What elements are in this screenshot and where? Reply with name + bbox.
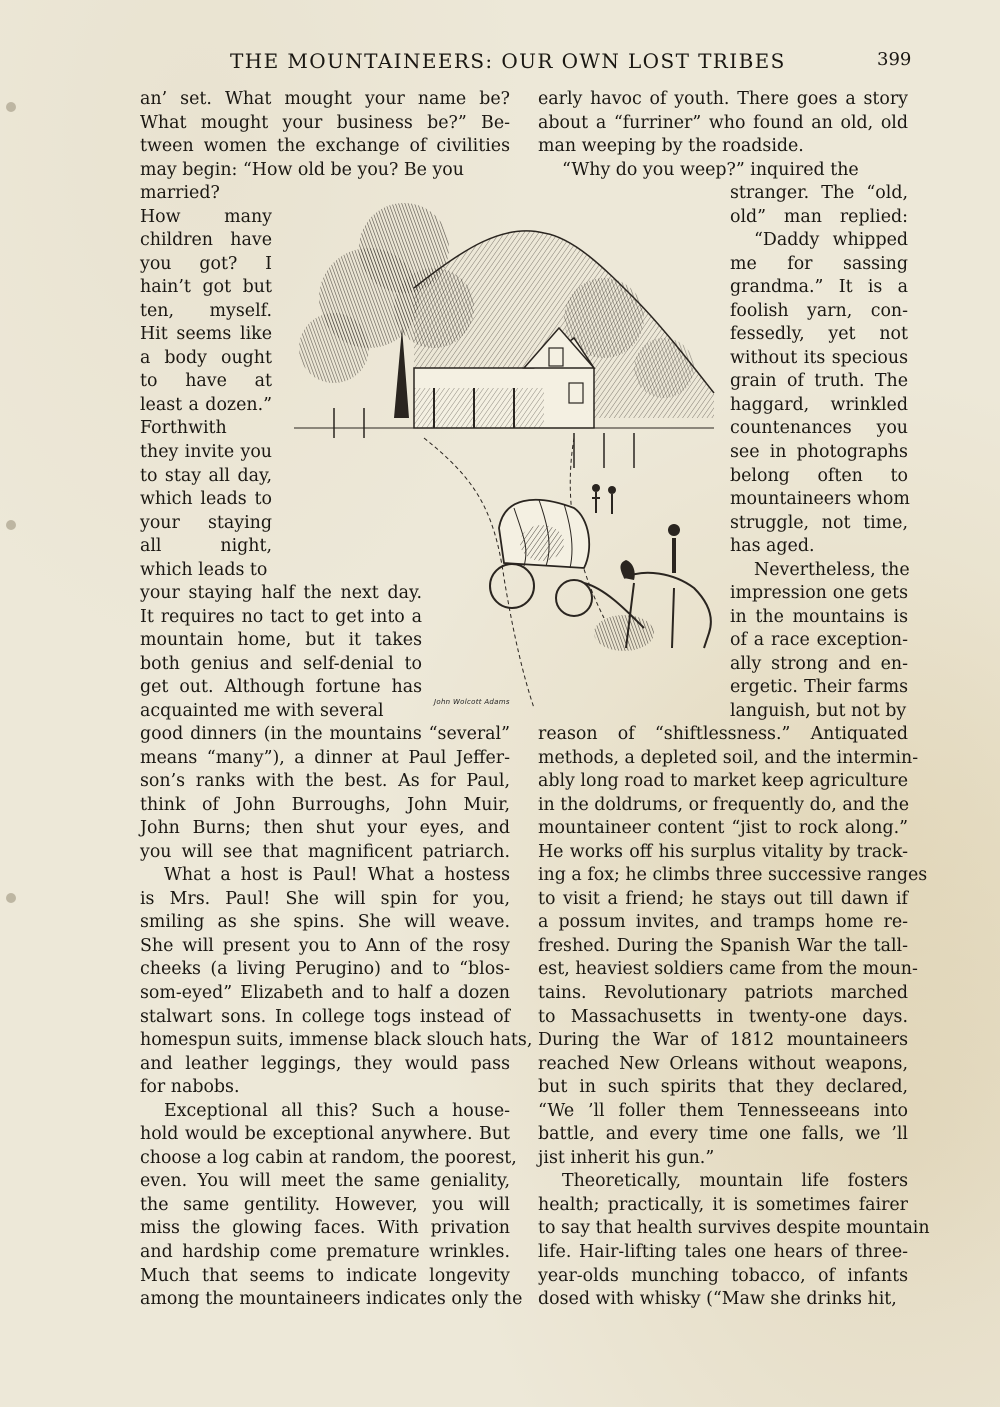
text-line: John Burns; then shut your eyes, and: [140, 818, 510, 839]
road-icon: [424, 438, 604, 708]
text-line: to Massachusetts in twenty-one days.: [538, 1006, 908, 1027]
text-line: During the War of 1812 mountaineers: [538, 1030, 908, 1051]
text-line: your staying: [140, 512, 272, 533]
left-column-wrap: [140, 182, 272, 582]
text-line: countenances you: [730, 418, 908, 439]
text-line: acquainted me with several: [140, 700, 384, 721]
text-line: She will present you to Ann of the rosy: [140, 935, 510, 956]
text-line: your staying half the next day.: [140, 583, 422, 603]
text-line: may begin: “How old be you? Be you: [140, 159, 464, 180]
text-line: but in such spirits that they declared,: [538, 1077, 908, 1098]
text-line: cheeks (a living Perugino) and to “blos-: [140, 959, 510, 980]
text-line: Hit seems like: [140, 324, 272, 345]
text-line: to have at: [140, 371, 272, 392]
text-line: and hardship come premature wrinkles.: [140, 1242, 510, 1263]
text-line: about a “furriner” who found an old, old: [538, 112, 908, 133]
text-line: struggle, not time,: [730, 512, 908, 533]
text-line: an’ set. What mought your name be?: [140, 89, 510, 109]
text-line: dosed with whisky (“Maw she drinks hit,: [538, 1289, 897, 1310]
farmhouse-illustration: [274, 178, 730, 708]
text-line: methods, a depleted soil, and the intermin-: [538, 747, 919, 768]
text-line: ergetic. Their farms: [730, 677, 908, 698]
text-line: grandma.” It is a: [730, 277, 908, 298]
text-line: least a dozen.”: [140, 394, 272, 415]
text-line: fessedly, yet not: [730, 324, 908, 345]
text-line: in the mountains is: [730, 606, 908, 627]
text-line: which leads to: [140, 489, 272, 510]
text-line: He works off his surplus vitality by track-: [538, 841, 908, 862]
text-line: Nevertheless, the: [754, 559, 910, 580]
text-line: and leather leggings, they would pass: [140, 1053, 510, 1074]
text-line: a possum invites, and tramps home re-: [538, 912, 908, 933]
text-line: year-olds munching tobacco, of infants: [538, 1265, 908, 1286]
text-line: mountaineers whom: [730, 489, 910, 510]
text-line: “We ’ll foller them Tennesseeans into: [538, 1100, 908, 1121]
text-line: man weeping by the roadside.: [538, 136, 804, 157]
figures-icon: [592, 484, 616, 514]
text-line: without its specious: [730, 347, 908, 368]
text-line: belong often to: [730, 465, 908, 486]
text-line: means “many”), a dinner at Paul Jeffer-: [140, 747, 510, 768]
text-line: has aged.: [730, 536, 815, 557]
binding-hole: [6, 893, 16, 903]
text-line: of a race exception-: [730, 630, 908, 651]
text-line: ably long road to market keep agriculture: [538, 771, 909, 792]
text-line: stranger. The “old,: [730, 183, 908, 203]
text-line: choose a log cabin at random, the poorest,: [140, 1147, 517, 1168]
text-line: ing a fox; he climbs three successive ranges: [538, 865, 928, 886]
text-line: get out. Although fortune has: [140, 677, 422, 698]
text-line: among the mountaineers indicates only the: [140, 1289, 523, 1310]
text-line: Exceptional all this? Such a house-: [164, 1100, 510, 1121]
text-line: the same gentility. However, you will: [140, 1194, 510, 1215]
text-line: est, heaviest soldiers came from the moun-: [538, 959, 918, 980]
text-line: What mought your business be?” Be-: [140, 112, 510, 133]
binding-hole: [6, 520, 16, 530]
text-line: all night,: [140, 536, 272, 557]
text-line: children have: [140, 230, 272, 251]
text-line: health; practically, it is sometimes fairer: [538, 1194, 908, 1215]
text-line: a body ought: [140, 347, 272, 368]
text-line: they invite you: [140, 442, 272, 463]
text-line: to visit a friend; he stays out till dawn if: [538, 888, 908, 909]
text-line: good dinners (in the mountains “several”: [140, 724, 510, 744]
text-line: languish, but not by: [730, 701, 907, 722]
text-line: me for sassing: [730, 253, 908, 274]
text-line: life. Hair-lifting tales one hears of three-: [538, 1242, 908, 1263]
text-line: “Why do you weep?” inquired the: [562, 159, 859, 180]
text-line: reason of “shiftlessness.” Antiquated: [538, 724, 908, 744]
page-number: 399: [877, 49, 912, 70]
text-line: which leads to: [140, 559, 268, 580]
text-line: “Daddy whipped: [754, 230, 908, 251]
text-line: even. You will meet the same geniality,: [140, 1171, 510, 1192]
binding-hole: [6, 102, 16, 112]
left-column-top: [140, 88, 510, 182]
left-column-bottom: [140, 723, 533, 1312]
text-line: ten, myself.: [140, 300, 272, 321]
text-line: you will see that magnificent patriarch.: [140, 841, 510, 862]
text-line: tween women the exchange of civilities: [140, 136, 510, 157]
text-line: both genius and self-denial to: [140, 653, 422, 674]
text-line: to stay all day,: [140, 465, 272, 486]
text-line: old” man replied:: [730, 206, 908, 227]
text-line: hold would be exceptional anywhere. But: [140, 1124, 510, 1145]
text-line: think of John Burroughs, John Muir,: [140, 794, 510, 815]
text-line: Much that seems to indicate longevity: [140, 1265, 510, 1286]
text-line: mountaineer content “jist to rock along.”: [538, 818, 908, 839]
text-line: you got? I: [140, 253, 272, 274]
text-line: Theoretically, mountain life fosters: [562, 1171, 908, 1192]
text-line: grain of truth. The: [730, 371, 908, 392]
text-line: is Mrs. Paul! She will spin for you,: [140, 888, 510, 909]
text-line: stalwart sons. In college togs instead of: [140, 1006, 510, 1027]
text-line: reached New Orleans without weapons,: [538, 1053, 908, 1074]
text-line: What a host is Paul! What a hostess: [164, 865, 510, 886]
text-line: see in photographs: [730, 442, 908, 463]
text-line: jist inherit his gun.”: [538, 1147, 715, 1168]
right-column-top: [538, 88, 908, 182]
text-line: smiling as she spins. She will weave.: [140, 912, 510, 933]
text-line: How many: [140, 206, 272, 227]
text-line: married?: [140, 183, 220, 203]
text-line: son’s ranks with the best. As for Paul,: [140, 771, 510, 792]
text-line: early havoc of youth. There goes a story: [538, 89, 908, 109]
text-line: in the doldrums, or frequently do, and the: [538, 794, 910, 815]
text-line: battle, and every time one falls, we ’ll: [538, 1124, 908, 1145]
illustrator-signature: John Wolcott Adams: [434, 698, 510, 706]
text-line: miss the glowing faces. With privation: [140, 1218, 510, 1239]
text-line: ally strong and en-: [730, 653, 908, 674]
right-column-wrap: [730, 182, 908, 724]
text-line: homespun suits, immense black slouch hats,: [140, 1030, 533, 1051]
text-line: mountain home, but it takes: [140, 630, 422, 651]
text-line: haggard, wrinkled: [730, 394, 908, 415]
text-line: for nabobs.: [140, 1077, 240, 1098]
text-line: foolish yarn, con-: [730, 300, 908, 321]
text-line: tains. Revolutionary patriots marched: [538, 983, 908, 1004]
text-line: som-eyed” Elizabeth and to half a dozen: [140, 983, 510, 1004]
text-line: It requires no tact to get into a: [140, 606, 422, 627]
text-line: Forthwith: [140, 418, 227, 439]
text-line: to say that health survives despite mountain: [538, 1218, 930, 1239]
text-line: impression one gets: [730, 583, 908, 604]
running-head: THE MOUNTAINEERS: OUR OWN LOST TRIBES: [230, 49, 786, 73]
text-line: hain’t got but: [140, 277, 272, 298]
text-line: freshed. During the Spanish War the tall-: [538, 935, 908, 956]
right-column-bottom: [538, 723, 930, 1312]
